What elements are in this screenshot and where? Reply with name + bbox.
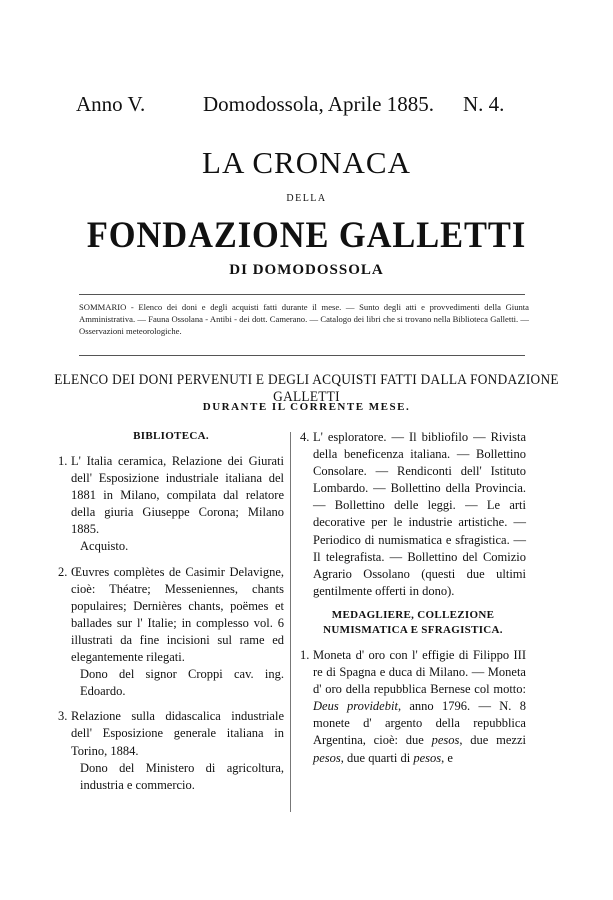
item-text: , due quarti di bbox=[340, 750, 411, 765]
item-text: Relazione sulla didascalica industriale dell' Esposizione generale italiana in Torino, 1884. bbox=[71, 709, 284, 758]
place-date: Domodossola, Aprile 1885. bbox=[203, 92, 434, 116]
item-number: 2. bbox=[58, 564, 68, 579]
masthead-line-1: LA CRONACA bbox=[202, 145, 411, 180]
currency-word: pesos bbox=[413, 750, 442, 765]
item-text: L' Italia ceramica, Relazione dei Giurati dell' Esposizione industriale italiana del 1881 in Milano, compilata dal relatore della giuria Giuseppe Corona; Milano 1885. bbox=[71, 454, 284, 537]
issue-number: N. 4. bbox=[463, 92, 505, 116]
item-text: , due mezzi bbox=[459, 733, 526, 748]
motto-text: Deus providebit bbox=[313, 699, 398, 714]
item-text: , e bbox=[441, 750, 453, 765]
issue-year: Anno V. bbox=[76, 92, 146, 116]
item-note: Dono del Ministero di agricoltura, industria e commercio. bbox=[80, 760, 284, 792]
right-column bbox=[300, 429, 526, 775]
currency-word: pesos bbox=[313, 750, 341, 765]
left-column bbox=[58, 429, 284, 802]
masthead-title: FONDAZIONE GALLETTI bbox=[86, 215, 527, 256]
item-text: Moneta d' oro con l' effigie di Filippo III re di Spagna e duca di Milano. — Moneta d' oro della repubblica Bernese col motto: bbox=[313, 647, 526, 697]
list-item bbox=[300, 647, 526, 767]
item-number: 4. bbox=[300, 430, 310, 444]
biblioteca-heading: BIBLIOTECA. bbox=[133, 430, 209, 442]
list-item bbox=[58, 564, 284, 701]
item-text: , anno 1796. — N. 8 monete d' argento della repubblica Argentina, cioè: due bbox=[313, 699, 527, 748]
divider-middle bbox=[79, 355, 525, 356]
masthead-line-2: DELLA bbox=[286, 193, 327, 204]
item-note: Dono del signor Croppi cav. ing. Edoardo. bbox=[80, 667, 284, 699]
list-item bbox=[58, 708, 284, 793]
item-number: 1. bbox=[58, 454, 68, 468]
item-text: L' esploratore. — Il bibliofilo — Rivista della beneficenza italiana. — Bollettino Consolare. — Rendiconti dell' Istituto Lombardo. — Bollettino della Provincia. — Bollettino delle leggi. — Le arti decorative per le industrie artistiche. — Periodico di numismatica e sfragistica. — Il telegrafista. — Bollettino del Comizio Agrario Ossolano (questi due ultimi gentilmente offerti in dono). bbox=[313, 430, 526, 598]
list-item bbox=[58, 453, 284, 556]
item-number: 3. bbox=[58, 709, 68, 724]
item-note: Acquisto. bbox=[80, 539, 129, 554]
list-item bbox=[300, 429, 526, 600]
section-subtitle: DURANTE IL CORRENTE MESE. bbox=[202, 401, 411, 413]
medagliere-heading: MEDAGLIERE, COLLEZIONE NUMISMATICA E SFRAGISTICA. bbox=[323, 608, 503, 636]
masthead-subtitle: DI DOMODOSSOLA bbox=[229, 262, 384, 278]
divider-top bbox=[79, 294, 525, 295]
item-number: 1. bbox=[300, 647, 310, 662]
section-title: ELENCO DEI DONI PERVENUTI E DEGLI ACQUISTI FATTI DALLA FONDAZIONE GALLETTI bbox=[54, 372, 559, 405]
currency-word: pesos bbox=[431, 733, 460, 748]
item-text: Œuvres complètes de Casimir Delavigne, cioè: Théatre; Messeniennes, chants populaires; Dernières chants, poëmes et ballades sur l' Italie; in complesso vol. 6 illustrati da fine incisioni sul rame ed elegantemente rilegati. bbox=[71, 564, 284, 665]
summary-block: SOMMARIO - Elenco dei doni e degli acquisti fatti durante il mese. — Sunto degli atti e provvedimenti della Giunta Amministrativa. — Fauna Ossolana - Antibi - dei dott. Camerano. — Catalogo dei libri che si trovano nella Biblioteca Galletti. — Osservazioni meteorologiche. bbox=[79, 302, 529, 336]
column-divider bbox=[290, 432, 291, 812]
